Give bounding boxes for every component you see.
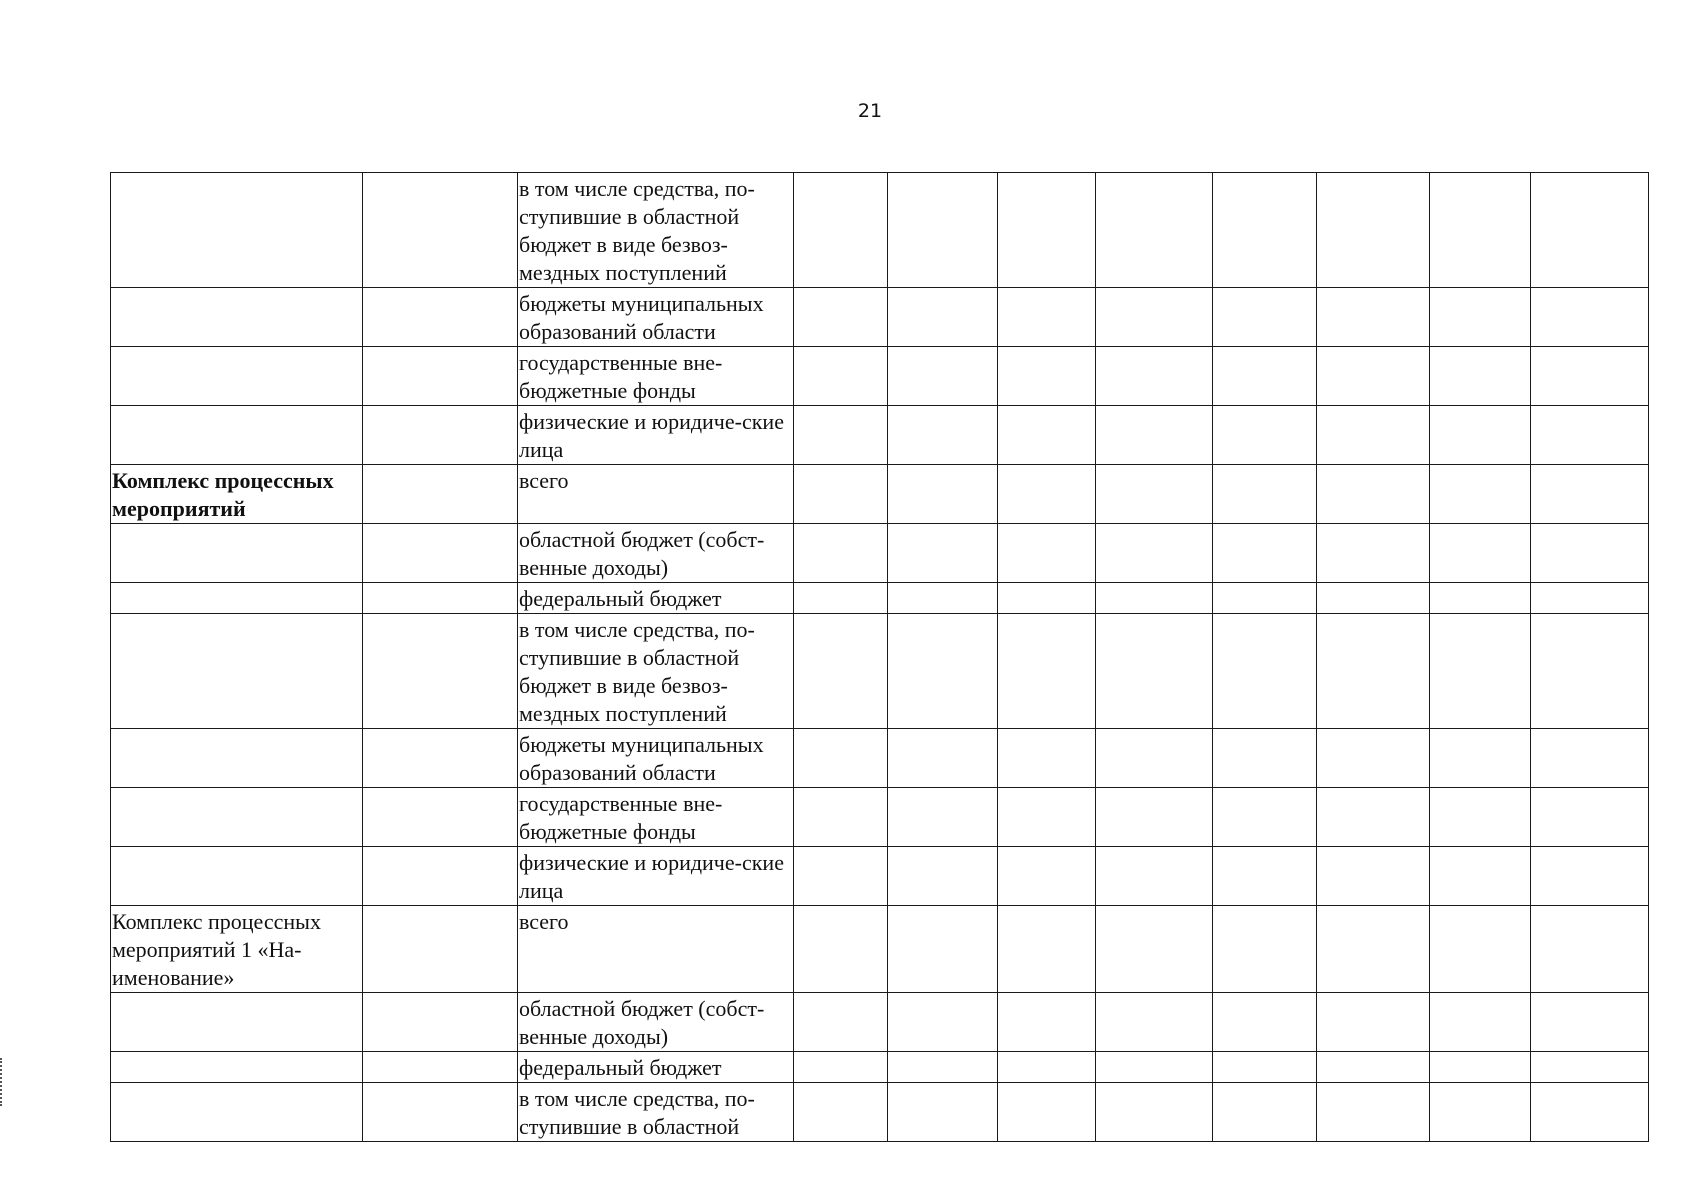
- value-cell: [1213, 1083, 1317, 1142]
- table-row: [111, 1083, 1649, 1142]
- value-cell: [1531, 1052, 1649, 1083]
- value-cell: [1317, 993, 1430, 1052]
- table-row: [111, 847, 1649, 906]
- row-name-cell: [111, 524, 363, 583]
- value-cell: [1213, 406, 1317, 465]
- row-name-cell: [111, 729, 363, 788]
- value-cell: [1317, 788, 1430, 847]
- value-cell: [794, 847, 888, 906]
- value-cell: [1096, 406, 1213, 465]
- value-cell: [1213, 906, 1317, 993]
- table-row: [111, 583, 1649, 614]
- value-cell: [888, 347, 998, 406]
- value-cell: [1213, 288, 1317, 347]
- table-row: [111, 524, 1649, 583]
- value-cell: [1430, 906, 1531, 993]
- value-cell: [1531, 614, 1649, 729]
- value-cell: [1317, 406, 1430, 465]
- value-cell: [1096, 524, 1213, 583]
- value-cell: [1531, 729, 1649, 788]
- row-name-cell: [111, 993, 363, 1052]
- value-cell: [1317, 288, 1430, 347]
- value-cell: [1213, 583, 1317, 614]
- value-cell: [1531, 288, 1649, 347]
- value-cell: [1096, 288, 1213, 347]
- value-cell: [1430, 524, 1531, 583]
- value-cell: [1213, 347, 1317, 406]
- value-cell: [888, 847, 998, 906]
- value-cell: [888, 729, 998, 788]
- table-row: [111, 788, 1649, 847]
- value-cell: [1096, 729, 1213, 788]
- table-row: [111, 614, 1649, 729]
- responsible-cell: [363, 465, 518, 524]
- value-cell: [1430, 347, 1531, 406]
- value-cell: [1213, 847, 1317, 906]
- funding-source-cell: в том числе средства, по-ступившие в областной бюджет в виде безвоз-мездных поступлений: [518, 173, 794, 288]
- value-cell: [888, 788, 998, 847]
- value-cell: [1430, 288, 1531, 347]
- funding-source-cell: областной бюджет (собст-венные доходы): [518, 524, 794, 583]
- value-cell: [794, 583, 888, 614]
- value-cell: [888, 406, 998, 465]
- value-cell: [1317, 347, 1430, 406]
- value-cell: [1531, 847, 1649, 906]
- value-cell: [1317, 173, 1430, 288]
- value-cell: [998, 1052, 1096, 1083]
- funding-source-cell: областной бюджет (собст-венные доходы): [518, 993, 794, 1052]
- value-cell: [1531, 1083, 1649, 1142]
- value-cell: [998, 847, 1096, 906]
- funding-source-cell: физические и юридиче-ские лица: [518, 406, 794, 465]
- row-name-cell: [111, 788, 363, 847]
- value-cell: [794, 614, 888, 729]
- value-cell: [998, 347, 1096, 406]
- responsible-cell: [363, 788, 518, 847]
- value-cell: [1213, 465, 1317, 524]
- value-cell: [1531, 347, 1649, 406]
- value-cell: [794, 729, 888, 788]
- value-cell: [1430, 729, 1531, 788]
- value-cell: [998, 524, 1096, 583]
- funding-source-cell: всего: [518, 906, 794, 993]
- funding-source-cell: всего: [518, 465, 794, 524]
- value-cell: [1096, 788, 1213, 847]
- row-name-cell: [111, 847, 363, 906]
- value-cell: [1430, 788, 1531, 847]
- value-cell: [1430, 1052, 1531, 1083]
- value-cell: [1096, 465, 1213, 524]
- value-cell: [794, 406, 888, 465]
- value-cell: [1096, 173, 1213, 288]
- responsible-cell: [363, 993, 518, 1052]
- value-cell: [1531, 524, 1649, 583]
- value-cell: [998, 173, 1096, 288]
- value-cell: [794, 288, 888, 347]
- table-row: [111, 906, 1649, 993]
- funding-source-cell: федеральный бюджет: [518, 583, 794, 614]
- table-row: [111, 465, 1649, 524]
- funding-source-cell: в том числе средства, по-ступившие в областной: [518, 1083, 794, 1142]
- row-name-cell: [111, 288, 363, 347]
- row-name-cell: Комплекс процессных мероприятий: [111, 465, 363, 524]
- value-cell: [1096, 347, 1213, 406]
- value-cell: [1317, 524, 1430, 583]
- value-cell: [888, 906, 998, 993]
- margin-marks: [0, 1058, 6, 1106]
- value-cell: [1430, 583, 1531, 614]
- page-number: 21: [857, 100, 883, 122]
- value-cell: [998, 406, 1096, 465]
- responsible-cell: [363, 906, 518, 993]
- value-cell: [1317, 1052, 1430, 1083]
- value-cell: [1531, 993, 1649, 1052]
- value-cell: [1213, 729, 1317, 788]
- value-cell: [1531, 788, 1649, 847]
- responsible-cell: [363, 614, 518, 729]
- value-cell: [794, 993, 888, 1052]
- value-cell: [1317, 614, 1430, 729]
- row-name-cell: [111, 614, 363, 729]
- value-cell: [1430, 993, 1531, 1052]
- funding-source-cell: федеральный бюджет: [518, 1052, 794, 1083]
- value-cell: [888, 173, 998, 288]
- funding-source-cell: бюджеты муниципальных образований области: [518, 288, 794, 347]
- row-name-cell: [111, 1052, 363, 1083]
- value-cell: [794, 1052, 888, 1083]
- value-cell: [1096, 1083, 1213, 1142]
- responsible-cell: [363, 847, 518, 906]
- value-cell: [1213, 614, 1317, 729]
- value-cell: [998, 1083, 1096, 1142]
- value-cell: [1213, 788, 1317, 847]
- responsible-cell: [363, 1083, 518, 1142]
- value-cell: [1096, 1052, 1213, 1083]
- value-cell: [888, 1083, 998, 1142]
- value-cell: [998, 993, 1096, 1052]
- value-cell: [1531, 465, 1649, 524]
- row-name-cell: [111, 406, 363, 465]
- value-cell: [1096, 906, 1213, 993]
- value-cell: [794, 1083, 888, 1142]
- value-cell: [1430, 173, 1531, 288]
- value-cell: [1430, 406, 1531, 465]
- value-cell: [888, 583, 998, 614]
- value-cell: [1430, 1083, 1531, 1142]
- value-cell: [1430, 614, 1531, 729]
- responsible-cell: [363, 729, 518, 788]
- value-cell: [1317, 583, 1430, 614]
- value-cell: [888, 993, 998, 1052]
- value-cell: [888, 288, 998, 347]
- value-cell: [888, 614, 998, 729]
- table-row: [111, 288, 1649, 347]
- value-cell: [1430, 465, 1531, 524]
- row-name-cell: Комплекс процессных мероприятий 1 «На-именование»: [111, 906, 363, 993]
- responsible-cell: [363, 524, 518, 583]
- value-cell: [794, 465, 888, 524]
- value-cell: [1213, 173, 1317, 288]
- table-row: [111, 406, 1649, 465]
- value-cell: [1317, 729, 1430, 788]
- row-name-cell: [111, 583, 363, 614]
- value-cell: [1213, 1052, 1317, 1083]
- row-name-cell: [111, 173, 363, 288]
- value-cell: [1317, 906, 1430, 993]
- responsible-cell: [363, 1052, 518, 1083]
- funding-source-cell: физические и юридиче-ские лица: [518, 847, 794, 906]
- value-cell: [998, 906, 1096, 993]
- value-cell: [1096, 993, 1213, 1052]
- value-cell: [998, 583, 1096, 614]
- value-cell: [888, 465, 998, 524]
- responsible-cell: [363, 406, 518, 465]
- table-row: [111, 993, 1649, 1052]
- value-cell: [1317, 1083, 1430, 1142]
- value-cell: [1531, 406, 1649, 465]
- value-cell: [998, 729, 1096, 788]
- budget-table: [110, 172, 1649, 1142]
- table-row: [111, 347, 1649, 406]
- value-cell: [1096, 847, 1213, 906]
- funding-source-cell: государственные вне-бюджетные фонды: [518, 788, 794, 847]
- responsible-cell: [363, 583, 518, 614]
- responsible-cell: [363, 347, 518, 406]
- value-cell: [1531, 583, 1649, 614]
- value-cell: [1096, 614, 1213, 729]
- row-name-cell: [111, 1083, 363, 1142]
- funding-source-cell: в том числе средства, по-ступившие в областной бюджет в виде безвоз-мездных поступлений: [518, 614, 794, 729]
- value-cell: [998, 788, 1096, 847]
- value-cell: [998, 465, 1096, 524]
- table-row: [111, 1052, 1649, 1083]
- value-cell: [1096, 583, 1213, 614]
- row-name-cell: [111, 347, 363, 406]
- value-cell: [1317, 465, 1430, 524]
- value-cell: [794, 906, 888, 993]
- value-cell: [1317, 847, 1430, 906]
- value-cell: [794, 347, 888, 406]
- value-cell: [794, 173, 888, 288]
- responsible-cell: [363, 173, 518, 288]
- value-cell: [888, 524, 998, 583]
- table-row: [111, 173, 1649, 288]
- value-cell: [1531, 906, 1649, 993]
- value-cell: [1213, 524, 1317, 583]
- funding-source-cell: бюджеты муниципальных образований области: [518, 729, 794, 788]
- value-cell: [888, 1052, 998, 1083]
- value-cell: [1430, 847, 1531, 906]
- table-body: [111, 173, 1649, 1142]
- value-cell: [998, 288, 1096, 347]
- value-cell: [794, 788, 888, 847]
- value-cell: [998, 614, 1096, 729]
- value-cell: [1531, 173, 1649, 288]
- table-row: [111, 729, 1649, 788]
- responsible-cell: [363, 288, 518, 347]
- value-cell: [1213, 993, 1317, 1052]
- value-cell: [794, 524, 888, 583]
- funding-source-cell: государственные вне-бюджетные фонды: [518, 347, 794, 406]
